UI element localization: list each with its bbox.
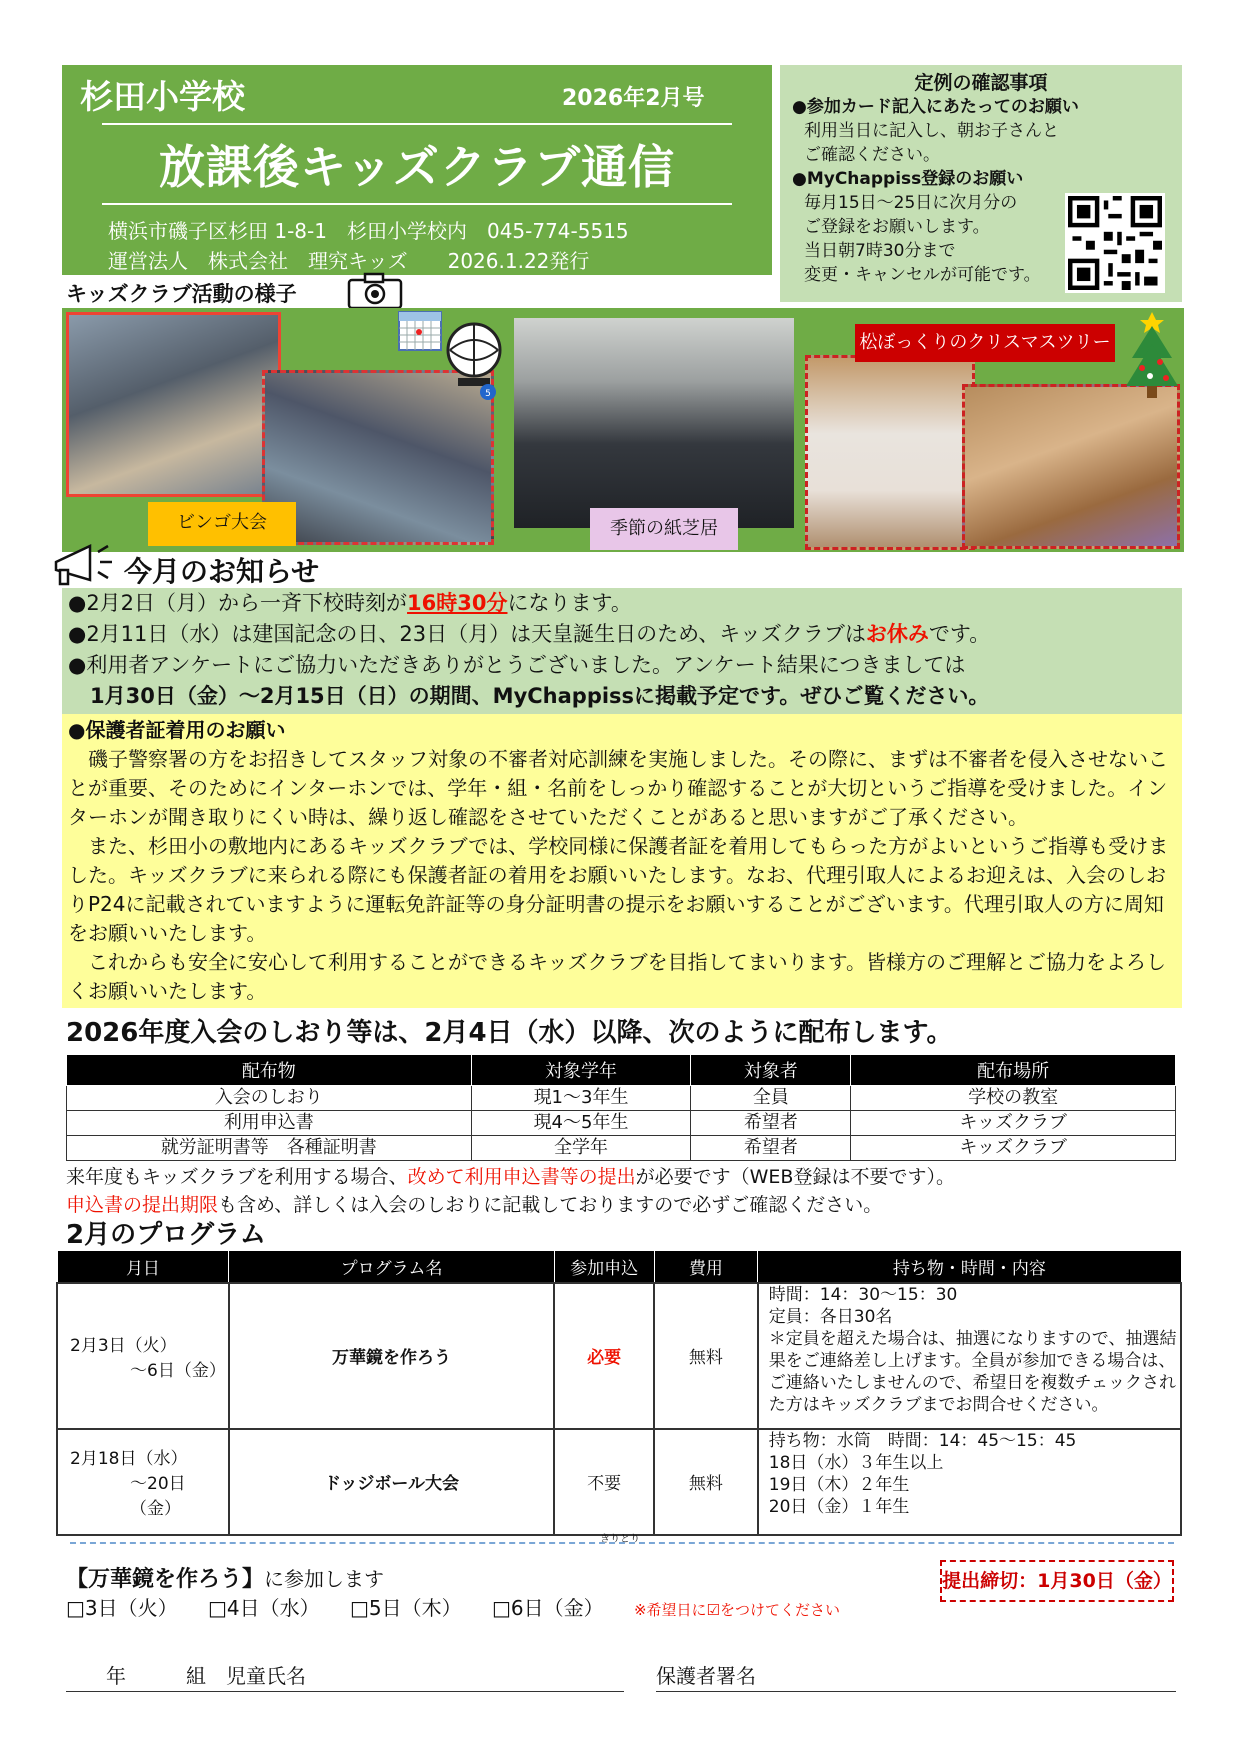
table-cell: 希望者 [691, 1136, 851, 1161]
newsletter-header [62, 65, 772, 275]
news-title: 今月のお知らせ [124, 555, 320, 588]
table-header: 対象者 [691, 1055, 851, 1086]
pinecone-tree-photo [962, 384, 1180, 549]
table-cell: 現1～3年生 [471, 1086, 691, 1111]
camera-icon [345, 270, 405, 310]
table-header: プログラム名 [229, 1251, 554, 1283]
guardian-signature-field[interactable]: 保護者署名 [656, 1660, 1176, 1692]
distribution-note: 来年度もキッズクラブを利用する場合、改めて利用申込書等の提出が必要です（WEB登録は不要です）。 [66, 1166, 955, 1188]
table-row [67, 1086, 1176, 1111]
table-cell: 就労証明書等 各種証明書 [67, 1136, 472, 1161]
table-cell: キッズクラブ [851, 1111, 1176, 1136]
program-detail: 時間：14：30～15：30 定員：各日30名 ＊定員を超えた場合は、抽選になりますので、抽選結果をご連絡差し上げます。全員が参加できる場合は、ご連絡いたしませんので、希望日を複数チェックされた方はキッズクラブまでお問合せください。 [758, 1283, 1181, 1429]
reminder-text: 変更・キャンセルが可能です。 [804, 265, 1041, 285]
guardian-title: ●保護者証着用のお願い [68, 718, 286, 742]
table-row [67, 1136, 1176, 1161]
table-header: 配布物 [67, 1055, 472, 1086]
header-divider [102, 123, 732, 125]
reminder-item-title: ●MyChappiss登録のお願い [792, 169, 1024, 189]
program-date: 2月18日（水） ～20日（金） [57, 1429, 229, 1535]
header-divider [102, 203, 732, 205]
program-table [56, 1250, 1182, 1536]
form-title: 【万華鏡を作ろう】に参加します [66, 1567, 385, 1592]
christmas-tree-icon [1120, 306, 1184, 402]
table-row [57, 1283, 1181, 1429]
table-cell: 入会のしおり [67, 1086, 472, 1111]
table-header: 対象学年 [471, 1055, 691, 1086]
pinecone-tree-photo [805, 355, 975, 550]
table-cell: 現4～5年生 [471, 1111, 691, 1136]
news-item: ●2月2日（月）から一斉下校時刻が16時30分になります。 [68, 591, 632, 615]
cut-line [70, 1542, 1174, 1544]
table-cell: 全学年 [471, 1136, 691, 1161]
day-checkboxes [66, 1592, 864, 1621]
guardian-paragraph: また、杉田小の敷地内にあるキッズクラブでは、学校同様に保護者証を着用してもらった方がよいというご指導も受けました。キッズクラブに来られる際にも保護者証の着用をお願いいたします。なお、代理引取人によるお迎えは、入会のしおりP24に記載されていますように運転免許証等の身分証明書の提示をお願いすることがございます。代理引取人の方に周知をお願いいたします。 [68, 834, 1169, 945]
table-header: 参加申込 [554, 1251, 654, 1283]
table-cell: 希望者 [691, 1111, 851, 1136]
activity-title: キッズクラブ活動の様子 [66, 282, 297, 306]
reminder-item-title: ●参加カード記入にあたってのお願い [792, 97, 1079, 117]
program-date: 2月3日（火） ～6日（金） [57, 1283, 229, 1429]
news-box [62, 588, 1182, 714]
caption-bingo: ビンゴ大会 [148, 502, 296, 546]
kamishibai-photo [514, 318, 794, 528]
day-checkbox[interactable]: □5日（木） [349, 1596, 462, 1620]
newsletter-title: 放課後キッズクラブ通信 [158, 140, 676, 194]
deadline-badge: 提出締切：1月30日（金） [940, 1560, 1174, 1602]
bingo-machine-icon [440, 320, 508, 402]
school-name: 杉田小学校 [80, 77, 245, 116]
program-fee: 無料 [654, 1283, 758, 1429]
program-title: 2月のプログラム [66, 1220, 266, 1250]
child-name-field[interactable]: 年 組 児童氏名 [66, 1660, 624, 1692]
program-apply: 必要 [554, 1283, 654, 1429]
address: 横浜市磯子区杉田 1-8-1 杉田小学校内 045-774-5515 [108, 219, 629, 243]
reminder-title: 定例の確認事項 [914, 72, 1048, 94]
table-header: 費用 [654, 1251, 758, 1283]
table-cell: 全員 [691, 1086, 851, 1111]
program-fee: 無料 [654, 1429, 758, 1535]
news-item: ●2月11日（水）は建国記念の日、23日（月）は天皇誕生日のため、キッズクラブはお休みです。 [68, 622, 991, 646]
issue-label: 2026年2月号 [562, 86, 705, 111]
news-item: ●利用者アンケートにご協力いただきありがとうございました。アンケート結果につきましては [68, 653, 966, 677]
operator: 運営法人 株式会社 理究キッズ 2026.1.22発行 [108, 249, 590, 273]
megaphone-icon [50, 540, 120, 590]
day-checkbox[interactable]: □3日（火） [66, 1596, 178, 1620]
svg-text:5: 5 [485, 389, 491, 399]
table-header: 月日 [57, 1251, 229, 1283]
table-header: 持ち物・時間・内容 [758, 1251, 1181, 1283]
day-checkbox[interactable]: □6日（金） [491, 1596, 604, 1620]
reminder-text: ご登録をお願いします。 [804, 217, 990, 237]
day-checkbox[interactable]: □4日（水） [207, 1596, 320, 1620]
table-row [57, 1429, 1181, 1535]
distribution-note: 申込書の提出期限も含め、詳しくは入会のしおりに記載しておりますので必ずご確認ください。 [66, 1194, 883, 1216]
reminder-text: 利用当日に記入し、朝お子さんと [804, 121, 1059, 141]
guardian-paragraph: 磯子警察署の方をお招きしてスタッフ対象の不審者対応訓練を実施しました。その際に、まずは不審者を侵入させないことが重要、そのためにインターホンでは、学年・組・名前をしっかり確認することが大切というご指導を受けました。インターホンが聞き取りにくい時は、繰り返し確認をさせていただくことがあると思いますがご了承ください。 [68, 747, 1168, 829]
program-name: ドッジボール大会 [229, 1429, 554, 1535]
caption-pinecone-tree: 松ぼっくりのクリスマスツリー [855, 324, 1115, 362]
reminder-box [780, 65, 1182, 302]
caption-kamishibai: 季節の紙芝居 [590, 508, 738, 550]
program-apply: 不要 [554, 1429, 654, 1535]
news-item: 1月30日（金）～2月15日（日）の期間、MyChappissに掲載予定です。ぜひご覧ください。 [90, 684, 990, 708]
table-cell: キッズクラブ [851, 1136, 1176, 1161]
distribution-title: 2026年度入会のしおり等は、2月4日（水）以降、次のように配布します。 [66, 1018, 953, 1048]
table-row [67, 1111, 1176, 1136]
distribution-table [66, 1054, 1176, 1161]
bingo-card-icon [397, 308, 443, 352]
reminder-text: 毎月15日～25日に次月分の [804, 193, 1018, 213]
table-cell: 利用申込書 [67, 1111, 472, 1136]
reminder-text: 当日朝7時30分まで [804, 241, 956, 261]
guardian-notice [62, 714, 1182, 1008]
cut-label: きりとり [600, 1534, 640, 1545]
program-name: 万華鏡を作ろう [229, 1283, 554, 1429]
table-cell: 学校の教室 [851, 1086, 1176, 1111]
table-header: 配布場所 [851, 1055, 1176, 1086]
program-detail: 持ち物：水筒 時間：14：45～15：45 18日（水）３年生以上 19日（木）２年生 20日（金）１年生 [758, 1429, 1181, 1535]
checkbox-note: ※希望日に☑をつけてください [633, 1601, 840, 1619]
reminder-text: ご確認ください。 [804, 145, 940, 165]
guardian-paragraph: これからも安全に安心して利用することができるキッズクラブを目指してまいります。皆様方のご理解とご協力をよろしくお願いいたします。 [68, 950, 1166, 1003]
qr-code[interactable] [1065, 193, 1165, 293]
bingo-photo [66, 312, 281, 497]
